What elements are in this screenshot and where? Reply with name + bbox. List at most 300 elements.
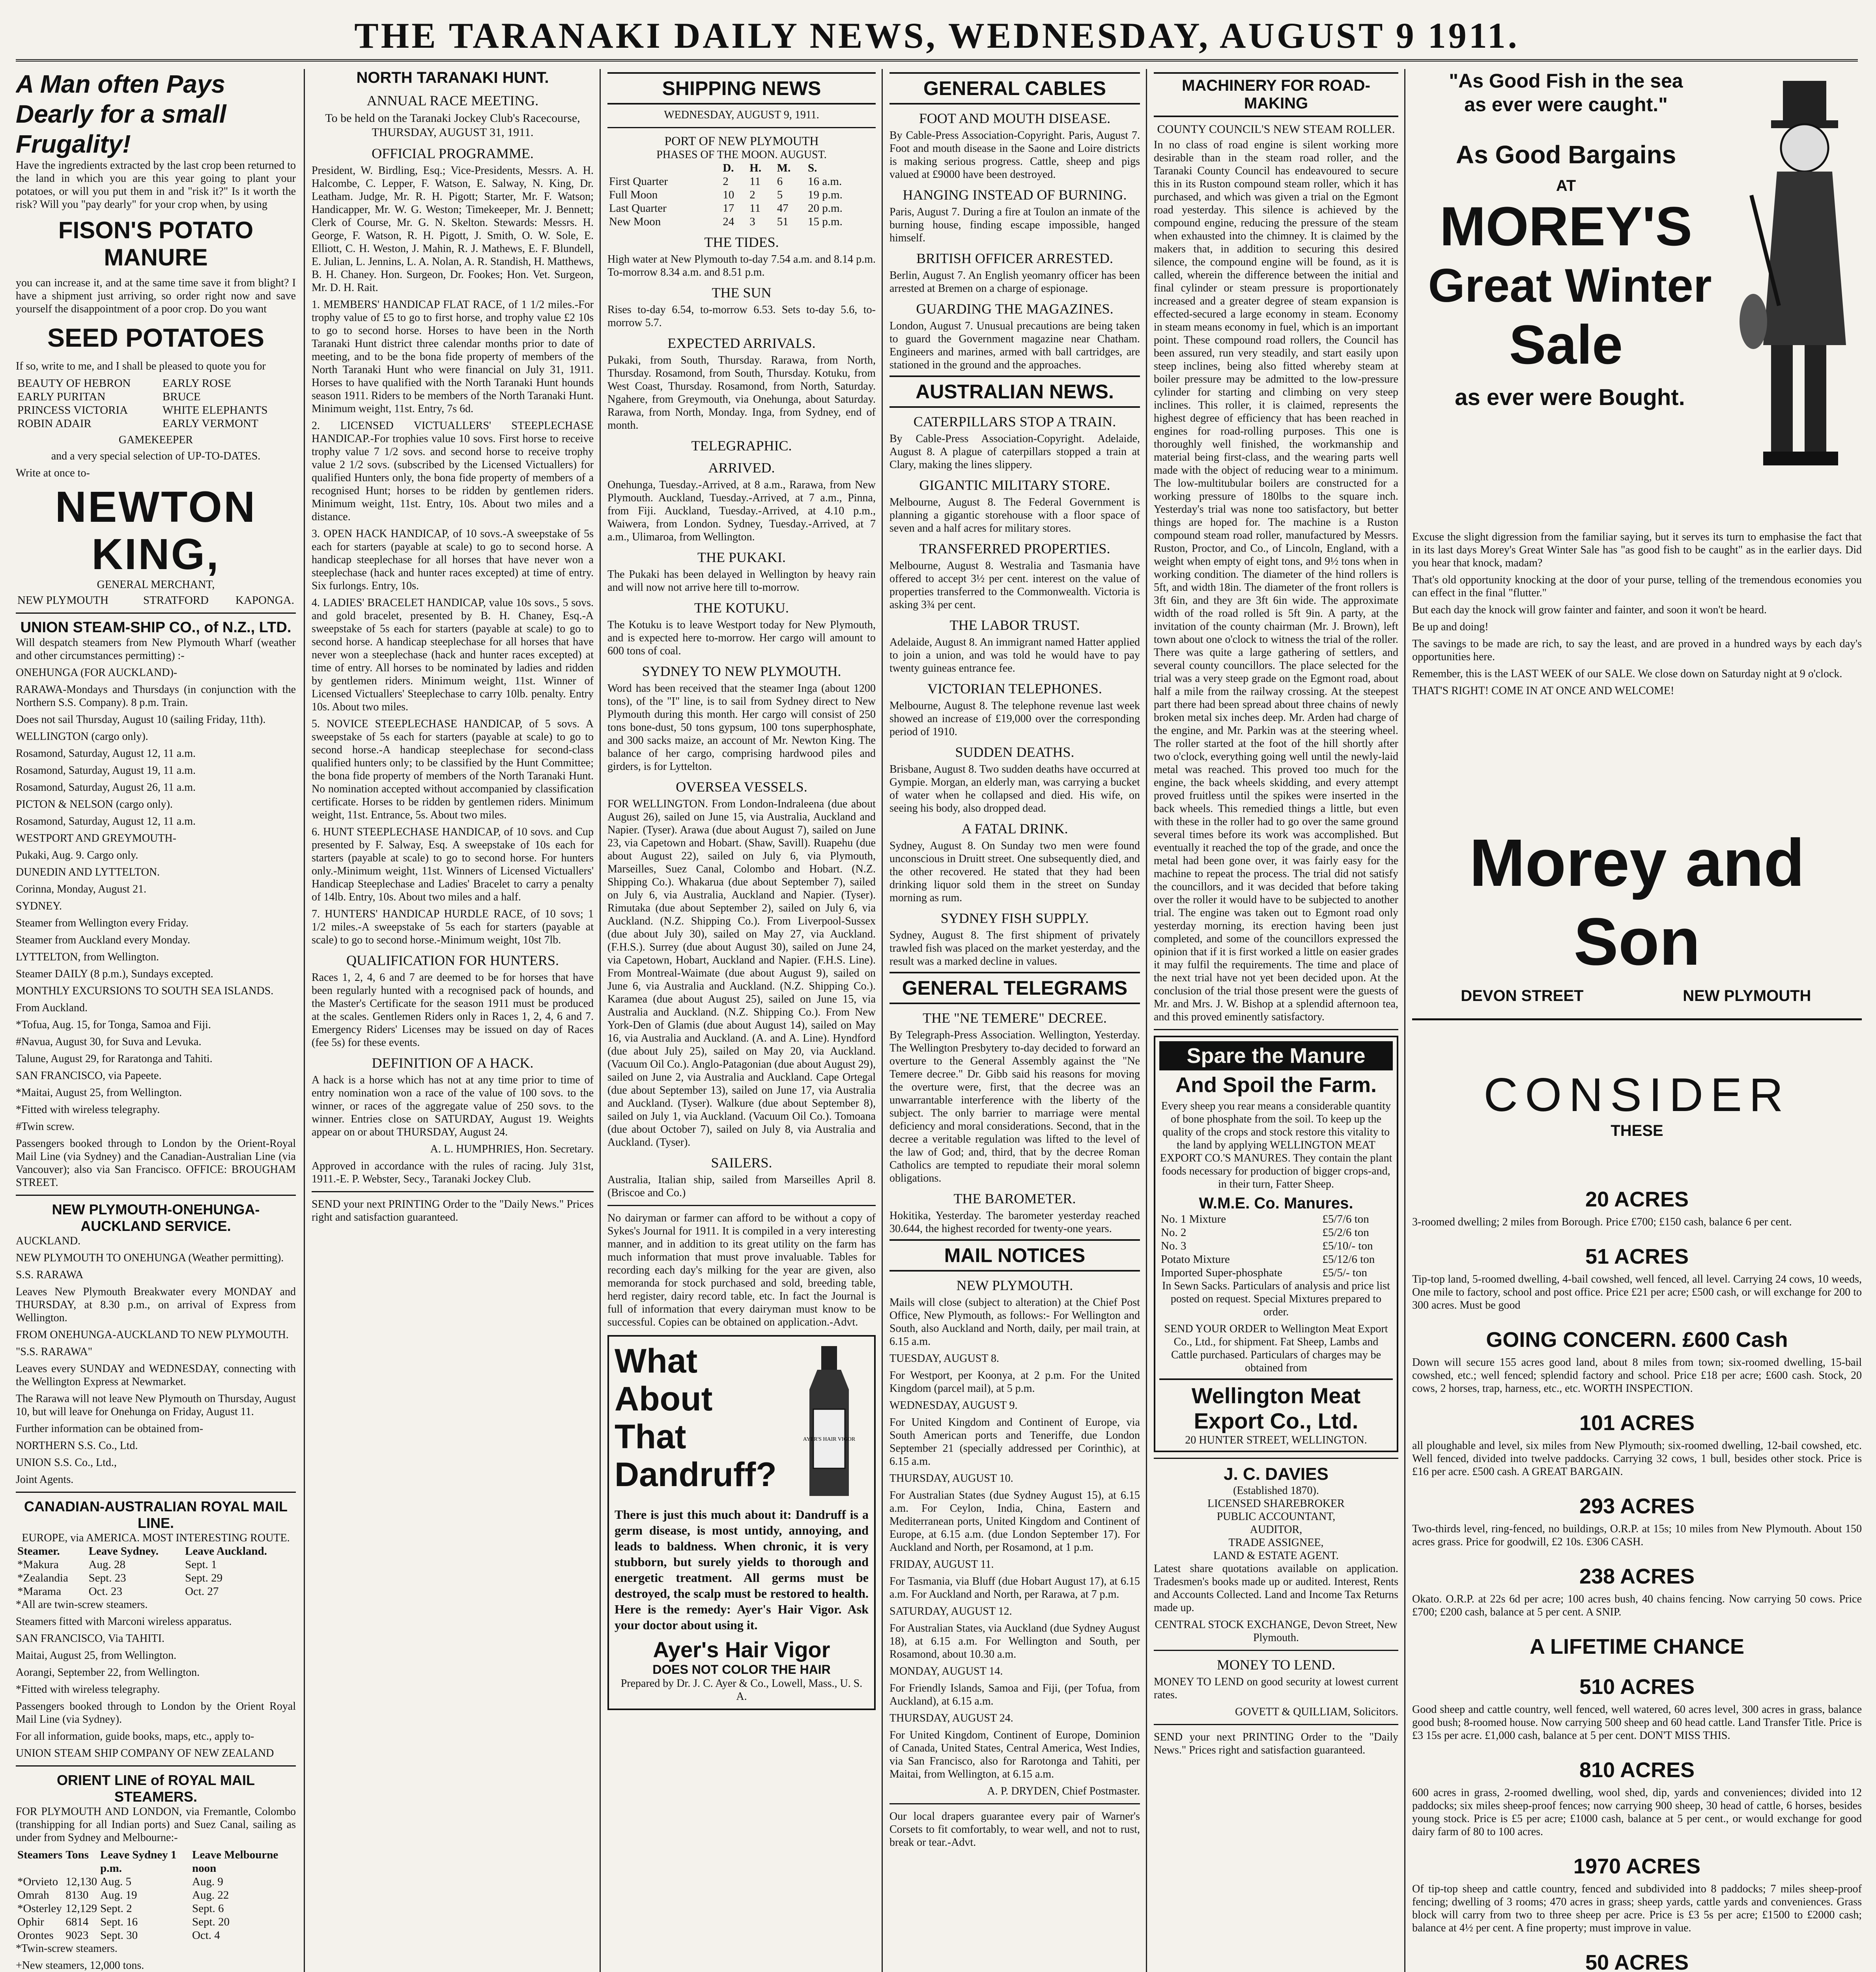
foot-text: By Cable-Press Association-Copyright. Paris, August 7. Foot and mouth disease in the Saone and Loire districts is making serious progress. Cattle, sheep and pigs valued at £9000 have been destroyed. bbox=[889, 129, 1140, 181]
race-list bbox=[312, 298, 594, 947]
sale-word: Sale bbox=[1509, 314, 1623, 375]
note-line: UNION STEAM SHIP COMPANY OF NEW ZEALAND bbox=[16, 1747, 274, 1759]
table-row bbox=[607, 202, 876, 215]
union-heading: UNION STEAM-SHIP CO., of N.Z., LTD. bbox=[20, 619, 291, 636]
foot-heading: FOOT AND MOUTH DISEASE. bbox=[919, 110, 1111, 126]
divider bbox=[1154, 1650, 1398, 1651]
newton-king: NEWTON KING, bbox=[55, 483, 257, 579]
hunt-program: OFFICIAL PROGRAMME. bbox=[372, 146, 534, 161]
divider bbox=[607, 127, 876, 128]
table-cell: 8130 bbox=[65, 1889, 89, 1901]
masthead: THE TARANAKI DAILY NEWS, WEDNESDAY, AUGUST 9 1911. bbox=[16, 12, 1858, 62]
divider bbox=[889, 1803, 1140, 1804]
newton-sub: GENERAL MERCHANT, bbox=[97, 579, 215, 591]
consider-heading: CONSIDER bbox=[1484, 1068, 1790, 1121]
table-cell: £5/5/- ton bbox=[1322, 1266, 1367, 1279]
bargains-at: AT bbox=[1556, 177, 1576, 194]
union-text: Will despatch steamers from New Plymouth Wharf (weather and other circumstances permitting) :- bbox=[16, 637, 296, 662]
table-cell: Aug. 19 bbox=[100, 1889, 137, 1901]
property-title: 293 ACRES bbox=[1579, 1494, 1695, 1518]
property-text: Two-thirds level, ring-fenced, no buildings, O.R.P. at 15s; 10 miles from New Plymouth. About 150 acres grass. Price for goodwill, £2 10s. £306 CASH. bbox=[1412, 1523, 1862, 1548]
morey-sale-advert bbox=[1412, 69, 1862, 530]
property-title: A LIFETIME CHANCE bbox=[1530, 1635, 1744, 1658]
sun-text: Rises to-day 6.54, to-morrow 6.53. Sets to-day 5.6, to-morrow 5.7. bbox=[607, 304, 876, 329]
column-5 bbox=[1154, 69, 1398, 1972]
divider bbox=[1412, 1018, 1862, 1020]
property-title: 101 ACRES bbox=[1579, 1411, 1695, 1435]
fish-quote-line1: "As Good Fish in the sea bbox=[1449, 70, 1683, 92]
table-cell: 3 bbox=[749, 215, 755, 228]
great-winter: Great Winter bbox=[1428, 259, 1712, 312]
table-cell: 5 bbox=[777, 189, 783, 201]
table-cell: £5/2/6 ton bbox=[1322, 1226, 1369, 1239]
note-line: For all information, guide books, maps, etc., apply to- bbox=[16, 1730, 254, 1742]
ayer-headline: About bbox=[615, 1380, 713, 1418]
manure-send: SEND YOUR ORDER to Wellington Meat Export Co., Ltd., for shipment. Fat Sheep, Lambs and Cattle purchased. Particulars of charges may be obtained from bbox=[1164, 1323, 1388, 1374]
property-title: GOING CONCERN. £600 Cash bbox=[1486, 1328, 1788, 1352]
variety: BEAUTY OF HEBRON bbox=[17, 377, 131, 390]
orient-notes bbox=[16, 1942, 296, 1972]
place: NEW PLYMOUTH bbox=[17, 594, 108, 607]
schedule-line: *Tofua, Aug. 15, for Tonga, Samoa and Fiji. bbox=[16, 1019, 211, 1031]
schedule-line: From Auckland. bbox=[16, 1002, 88, 1014]
morey-street: DEVON STREET bbox=[1461, 987, 1584, 1005]
mail-heading: MAIL NOTICES bbox=[889, 1239, 1140, 1272]
mail-line: For Tasmania, via Bluff (due Hobart August 17), at 6.15 a.m. For Auckland and North, per Rarawa, at 7 p.m. bbox=[889, 1575, 1140, 1600]
phones-heading: VICTORIAN TELEPHONES. bbox=[927, 681, 1102, 697]
schedule-line: Talune, August 29, for Raratonga and Tahiti. bbox=[16, 1053, 213, 1065]
shipping-heading: SHIPPING NEWS bbox=[607, 72, 876, 105]
race-entry: 4. LADIES' BRACELET HANDICAP, value 10s sovs., 5 sovs. and gold bracelet, presented by B. H. Chaney, Esq.-A sweepstake of 5s each for starters (payable at scale) to go to second horse. A handicap steeplechase for all horses that have never won a steeplechase (hack and hunter races excepted) at time of entry. All horses to be nominated by ladies and ridden by gentlemen riders. Minimum weight, 11st. Winner of Licensed Victuallers' Steeplechase to carry 10lb. penalty. Entry 10s. About two miles. bbox=[312, 597, 594, 713]
expected-text: Pukaki, from South, Thursday. Rarawa, from North, Thursday. Rosamond, from South, Thursday. Kotuku, from West Coast, Thursday. Rosamond, from North, Saturday. Ngahere, from Greymouth, via Onehunga, about Saturday. Rarawa, from North, Monday. Inga, from Sydney, end of month. bbox=[607, 354, 876, 431]
place: KAPONGA. bbox=[235, 594, 294, 607]
telegraphic-heading: TELEGRAPHIC. bbox=[691, 438, 792, 454]
property-text: 3-roomed dwelling; 2 miles from Borough. Price £700; £150 cash, balance 6 per cent. bbox=[1412, 1216, 1792, 1228]
mail-line: TUESDAY, AUGUST 8. bbox=[889, 1352, 999, 1365]
table-row bbox=[16, 1929, 296, 1942]
manure-price-table bbox=[1159, 1212, 1393, 1279]
fison-text: you can increase it, and at the same time save it from blight? I have a shipment just arriving, so order right now and save yourself the disappointment of a poor crop. Do you want bbox=[16, 277, 296, 315]
table-row bbox=[16, 1915, 296, 1929]
table-cell: Aug. 28 bbox=[88, 1558, 126, 1571]
schedule-line: WELLINGTON (cargo only). bbox=[16, 730, 148, 743]
arrived-text: Onehunga, Tuesday.-Arrived, at 8 a.m., Rarawa, from New Plymouth. Auckland, Tuesday.-Arrived, at 7 a.m., Pinna, from Fiji. Auckland, Tuesday.-Arrived, at 4.10 p.m., Waiwera, from London. Sydney, Tuesday.-Arrived, at 7 a.m., Ulimaroa, from Wellington. bbox=[607, 479, 876, 543]
schedule-line: DUNEDIN AND LYTTELTON. bbox=[16, 866, 160, 878]
magazines-heading: GUARDING THE MAGAZINES. bbox=[916, 301, 1114, 317]
store-heading: GIGANTIC MILITARY STORE. bbox=[919, 477, 1110, 493]
caterpillars-heading: CATERPILLARS STOP A TRAIN. bbox=[913, 414, 1116, 430]
property-text: 600 acres in grass, 2-roomed dwelling, wool shed, dip, yards and conveniences; divided into 12 paddocks; six miles sheep-proof fences; now carrying 900 sheep, 30 head of cattle, 6 horses, besides young stock. Price is £5 per acre; £1000 cash, balance at 5 per cent., or would exchange for good dairy farm of 80 to 100 acres. bbox=[1412, 1787, 1862, 1838]
schedule-line: SYDNEY. bbox=[16, 900, 62, 912]
column-3 bbox=[607, 69, 876, 1972]
note-line: *Twin-screw steamers. bbox=[16, 1942, 118, 1955]
corsets-note: Our local drapers guarantee every pair of Warner's Corsets to fit comfortably, to wear well, and not to rust, break or tear.-Advt. bbox=[889, 1810, 1140, 1849]
fatal-text: Sydney, August 8. On Sunday two men were found unconscious in Druitt street. One subsequently died, and the other recovered. He stated that they had been drinking liquor sold them in the street on Sunday morning as rum. bbox=[889, 840, 1140, 904]
column-rule bbox=[600, 69, 601, 1972]
fison-heading: FISON'S POTATO MANURE bbox=[58, 217, 254, 271]
shipping-date: WEDNESDAY, AUGUST 9, 1911. bbox=[664, 109, 819, 121]
moon-heading: PHASES OF THE MOON. AUGUST. bbox=[656, 149, 827, 161]
table-cell: Oct. 23 bbox=[88, 1585, 122, 1598]
schedule-line: AUCKLAND. bbox=[16, 1235, 81, 1247]
table-cell: 19 p.m. bbox=[808, 189, 843, 201]
pukaki-heading: THE PUKAKI. bbox=[697, 549, 786, 565]
ayer-maker: Prepared by Dr. J. C. Ayer & Co., Lowell, Mass., U. S. A. bbox=[620, 1677, 863, 1703]
table-header-cell bbox=[607, 161, 721, 175]
column-2 bbox=[312, 69, 594, 1972]
kotuku-text: The Kotuku is to leave Westport today for New Plymouth, and is expected here to-morrow. Her cargo will amount to 600 tons of coal. bbox=[607, 619, 876, 657]
ayer-headline: Dandruff? bbox=[615, 1456, 777, 1494]
mail-line: For United Kingdom and Continent of Europe, via South American ports and Teneriffe, due London September 21 (specially addressed per Corinthic), at 6.15 a.m. bbox=[889, 1416, 1140, 1468]
australian-heading: AUSTRALIAN NEWS. bbox=[889, 375, 1140, 408]
ayer-headline: What bbox=[615, 1342, 698, 1380]
note-line: Steamers fitted with Marconi wireless apparatus. bbox=[16, 1615, 232, 1628]
manure-headline: Spare the Manure bbox=[1159, 1041, 1393, 1070]
davies-established: (Established 1870). bbox=[1233, 1485, 1319, 1497]
manure-name: W.M.E. Co. Manures. bbox=[1199, 1195, 1353, 1212]
schedule-line: NEW PLYMOUTH TO ONEHUNGA (Weather permitting). bbox=[16, 1252, 284, 1264]
table-cell: 6814 bbox=[65, 1916, 89, 1928]
column-1 bbox=[16, 69, 296, 1972]
table-cell: 47 bbox=[777, 202, 789, 215]
table-cell: 11 bbox=[749, 202, 761, 215]
table-header-cell: D. bbox=[723, 162, 734, 174]
qualification-heading: QUALIFICATION FOR HUNTERS. bbox=[346, 952, 559, 968]
note-line: +New steamers, 12,000 tons. bbox=[16, 1959, 144, 1972]
schedule-line: Leaves New Plymouth Breakwater every MONDAY and THURSDAY, at 8.30 p.m., on arrival of Express from Wellington. bbox=[16, 1286, 296, 1324]
mail-line: SATURDAY, AUGUST 12. bbox=[889, 1605, 1012, 1617]
barometer-heading: THE BAROMETER. bbox=[953, 1191, 1076, 1206]
property-text: all ploughable and level, six miles from New Plymouth; six-roomed dwelling, 12-bail cowshed, etc. Well fenced, divided into twelve paddocks. Carrying 32 cows, 1 bull, besides other stock. Price is £16 per acre. £500 cash. A GREAT BARGAIN. bbox=[1412, 1440, 1862, 1478]
sykes-journal-note: No dairyman or farmer can afford to be without a copy of Sykes's Journal for 1911. It is compiled in a very interesting manner, and in addition to its great utility on the farm has much information that must prove invaluable. Tables for recording each day's milking for the year are given, also memoranda for stock purchased and sold, breeding table, herd register, dairy record table, etc. In fact the Journal is full of information that every dairyman must know to be successful. Copies can be obtained on application.-Advt. bbox=[607, 1212, 876, 1328]
note-line: SAN FRANCISCO, Via TAHITI. bbox=[16, 1632, 164, 1645]
table-row bbox=[16, 1902, 296, 1915]
hanging-heading: HANGING INSTEAD OF BURNING. bbox=[902, 187, 1127, 203]
note-line: Maitai, August 25, from Wellington. bbox=[16, 1649, 177, 1662]
ayer-text: There is just this much about it: Dandruff is a germ disease, is most untidy, annoying, and leads to baldness. When chronic, it is very stubborn, but surely yields to thorough and energetic treatment. All germs must be destroyed, the scalp must be restored to health. Here is the remedy: Ayer's Hair Vigor. Ask your doctor about using it. bbox=[615, 1507, 869, 1632]
oversea-text: FOR WELLINGTON. From London-Indraleena (due about August 26), sailed on June 15, via Australia, Auckland and Napier. (Tyser). Arawa (due about August 7), sailed on June 23, via Capetown and Hobart. (Shaw, Savill). Ruapehu (due about August 22), sailed on July 6, via Plymouth, Marseilles, Suez Canal, Colombo and Hobart. (N.Z. Shipping Co.). Whakarua (due about September 7), sailed on July 6, via Australia, Auckland and Napier. (Tyser). Rimutaka (due about September 2), sailed on July 6, via Auckland. (N.Z. Shipping Co.). From Liverpool-Sussex (due about July 30), sailed on May 27, via Auckland. (F.H.S.). Surrey (due about August 30), sailed on June 24, via Capetown, Hobart, Auckland and Napier. (F.H.S. Line). From Montreal-Waimate (due about August 9), sailed on June 6, via Australia and Auckland. (N.Z. Shipping Co.). Karamea (due about August 25), sailed on June 15, via Australia and Auckland. (N.Z. Shipping Co.). From New York-Den of Glamis (due about August 14), sailed on May 16, via Australia and Auckland. (A. and A. Line). Hyndford (due about July 25), sailed on May 20, via Auckland. (Vacuum Oil Co.). Anglo-Patagonian (due about August 29), sailed on June 2, via Australia and Auckland. Cape Ortegal (due about September 13), sailed on June 17, via Australia and Auckland. (Tyser). Walkure (due about September 8), sailed on July 1, via Auckland. (Vacuum Oil Co.). Tomoana (due about October 7), sailed on July 8, via Australia and Auckland. (Tyser). bbox=[607, 798, 876, 1148]
sudden-heading: SUDDEN DEATHS. bbox=[955, 744, 1074, 760]
note-line: Aorangi, September 22, from Wellington. bbox=[16, 1666, 200, 1679]
variety: EARLY ROSE bbox=[162, 377, 231, 390]
table-row bbox=[1159, 1266, 1393, 1279]
race-entry: 6. HUNT STEEPLECHASE HANDICAP, of 10 sovs. and Cup presented by F. Salway, Esq. A sweepstake of 10s each for starters (payable at scale) to go to second horse. For hunters only.-Minimum weight, 11st. Winners of Licensed Victuallers' Handicap Steeplechase and Ladies' Bracelet to carry a penalty of 14lb. Entry, 10s. About two miles and a half. bbox=[312, 826, 594, 903]
temere-heading: THE "NE TEMERE" DECREE. bbox=[923, 1010, 1107, 1026]
race-entry: 5. NOVICE STEEPLECHASE HANDICAP, of 5 sovs. A sweepstake of 5s each for starters (payable at scale) to go to second horse.-A handicap steeplechase for second-class qualified hunters only; to be classified by the Hunt Committee; the bona fide property of members of the North Taranaki Hunt. No nomination accepted without accompanied by classification certificate. Horses to be ridden by gentlemen riders. Minimum weight, 11st. Entrance, 5s. About two miles. bbox=[312, 718, 594, 821]
schedule-line: #Navua, August 30, for Suva and Levuka. bbox=[16, 1036, 202, 1048]
labour-heading: THE LABOR TRUST. bbox=[949, 617, 1080, 633]
variety: WHITE ELEPHANTS bbox=[162, 404, 268, 416]
qualification-text: Races 1, 2, 4, 6 and 7 are deemed to be for horses that have been regularly hunted with a recognised pack of hounds, and the Master's Certificate for the season 1911 must be produced at the scales. Gentlemen Riders only in Races 1, 2, 4, 6 and 7. Emergency Riders' Licenses may be issued on day of Races (fee 5s) for these events. bbox=[312, 971, 594, 1049]
officer-text: Berlin, August 7. An English yeomanry officer has been arrested at Bremen on a charge of espionage. bbox=[889, 269, 1140, 295]
schedule-line: #Twin screw. bbox=[16, 1120, 75, 1133]
table-cell: £5/7/6 ton bbox=[1322, 1213, 1369, 1225]
property-text: Of tip-top sheep and cattle country, fenced and subdivided into 8 paddocks; 7 miles sheep-proof fencing; dwelling of 3 rooms; 470 acres in grass; sheep yards, cattle yards and conveniences. Grass block will carry from two to three sheep per acre. Price is £3 5s per acre; £1500 to £2000 cash; balance at 4½ per cent. A fine property; must improve in value. bbox=[1412, 1883, 1862, 1934]
table-cell: *Zealandia bbox=[17, 1572, 68, 1584]
telegrams-heading: GENERAL TELEGRAMS bbox=[889, 972, 1140, 1004]
these-heading: THESE bbox=[1611, 1122, 1663, 1139]
sudden-text: Brisbane, August 8. Two sudden deaths have occurred at Gympie. Morgan, an elderly man, was carrying a bucket of water when he collapsed and died. His wife, on seeing his body, also dropped dead. bbox=[889, 763, 1140, 814]
manure-text: Every sheep you rear means a considerable quantity of bone phosphate from the soil. To keep up the quality of the crops and stock restore this vitality to the land by applying WELLINGTON MEAT EXPORT CO.'S MANURES. They contain the plant foods necessary for production of bigger crops-and, in their turn, Fatter Sheep. bbox=[1160, 1100, 1392, 1190]
table-cell: Aug. 5 bbox=[100, 1875, 132, 1888]
table-cell: 2 bbox=[749, 189, 755, 201]
table-cell: Sept. 30 bbox=[100, 1929, 138, 1942]
davies-title-line: PUBLIC ACCOUNTANT, bbox=[1216, 1511, 1336, 1523]
morey-last-week: Remember, this is the LAST WEEK of our SALE. We close down on Saturday night at 9 o'clock. bbox=[1412, 668, 1842, 680]
wme-name: Wellington Meat Export Co., Ltd. bbox=[1159, 1378, 1393, 1434]
potato-varieties bbox=[16, 377, 296, 430]
union-booking: Passengers booked through to London by the Orient-Royal Mail Line (via Sydney) and the Canadian-Australian Line (via Vancouver); also via San Francisco. OFFICE: BROUGHAM STREET. bbox=[16, 1137, 296, 1189]
property-title: 510 ACRES bbox=[1579, 1675, 1695, 1699]
column-rule bbox=[304, 69, 305, 1972]
schedule-line: The Rarawa will not leave New Plymouth on Thursday, August 10, but will leave for Onehunga on Friday, August 11. bbox=[16, 1393, 296, 1418]
divider bbox=[312, 1191, 594, 1192]
table-cell: Sept. 1 bbox=[185, 1558, 217, 1571]
temere-text: By Telegraph-Press Association. Wellington, Yesterday. The Wellington Presbytery to-day decided to forward an overture to the General Assembly against the "Ne Temere decree." Dr. Gibb said his reasons for moving the overture were, first, that the decree was an unwarrantable interference with the liberty of the subject. The only barrier to marriage were mental deficiency and moral considerations. Second, that in the decree a veritable regulation was lifted to the level of the law of God; and, third, that by the decree Roman Catholics are tempted to repudiate their moral solemn obligations. bbox=[889, 1029, 1140, 1184]
mail-line: For Australian States, via Auckland (due Sydney August 18), at 6.15 a.m. For Wellington and South, per Rosamond, about 10.30 a.m. bbox=[889, 1622, 1140, 1660]
table-cell: Ophir bbox=[17, 1916, 44, 1928]
mail-line: For United Kingdom, Continent of Europe, Dominion of Canada, United States, Central America, West Indies, via San Francisco, also for Rarotonga and Tahiti, per Maitai, from Wellington, at 6.15 a.m. bbox=[889, 1729, 1140, 1780]
money-text: MONEY TO LEND on good security at lowest current rates. bbox=[1154, 1676, 1398, 1701]
definition-heading: DEFINITION OF A HACK. bbox=[372, 1055, 534, 1071]
property-text: Down will secure 155 acres good land, about 8 miles from town; six-roomed dwelling, 15-bail cowshed, etc.; well fenced; splendid factory and school. Price £18 per acre; £600 cash. Stock, 20 cows, 2 horses, trap, harness, etc., etc. WORTH INSPECTION. bbox=[1412, 1356, 1862, 1395]
note-line: *Fitted with wireless telegraphy. bbox=[16, 1683, 160, 1696]
table-cell: 9023 bbox=[65, 1929, 89, 1942]
table-cell: 12,129 bbox=[65, 1902, 97, 1915]
morey-knock: But each day the knock will grow fainter and fainter, and soon it won't be heard. bbox=[1412, 604, 1767, 616]
davies-text: Latest share quotations available on application. Tradesmen's books made up or audited. Interest, Rents and Accounts Collected. Land and Income Tax Returns made up. bbox=[1154, 1563, 1398, 1614]
divider bbox=[1154, 1029, 1398, 1030]
schedule-line: Joint Agents. bbox=[16, 1473, 74, 1486]
schedule-line: ONEHUNGA (FOR AUCKLAND)- bbox=[16, 667, 178, 679]
column-rule bbox=[1146, 69, 1147, 1972]
schedule-line: LYTTELTON, from Wellington. bbox=[16, 951, 159, 963]
property-title: 20 ACRES bbox=[1585, 1188, 1689, 1211]
table-cell: *Marama bbox=[17, 1585, 62, 1598]
schedule-line: RARAWA-Mondays and Thursdays (in conjunction with the Northern S.S. Company). 8 p.m. Train. bbox=[16, 683, 296, 709]
hanging-text: Paris, August 7. During a fire at Toulon an inmate of the burning house, finding escape impossible, hanged himself. bbox=[889, 206, 1140, 244]
table-row bbox=[1159, 1226, 1393, 1239]
property-text: Good sheep and cattle country, well fenced, well watered, 60 acres level, 300 acres in grass, balance good bush; 8-roomed house. Now carrying 500 sheep and 60 head cattle. Land Transfer Title. Price is £3 15s per acre. £1,000 cash, balance at 5 per cent. DON'T MISS THIS. bbox=[1412, 1703, 1862, 1742]
schedule-line: Rosamond, Saturday, August 12, 11 a.m. bbox=[16, 747, 196, 760]
morey-town: NEW PLYMOUTH bbox=[1683, 987, 1811, 1005]
property-title: 51 ACRES bbox=[1585, 1245, 1689, 1268]
table-row bbox=[1159, 1239, 1393, 1253]
canadian-table bbox=[16, 1544, 296, 1598]
table-cell: 2 bbox=[723, 175, 729, 188]
schedule-line: Further information can be obtained from- bbox=[16, 1423, 204, 1435]
table-cell: 12,130 bbox=[65, 1875, 97, 1888]
transferred-heading: TRANSFERRED PROPERTIES. bbox=[919, 541, 1110, 556]
mail-schedule bbox=[889, 1352, 1140, 1781]
arrived-heading: ARRIVED. bbox=[708, 460, 775, 476]
column-rule bbox=[882, 69, 883, 1972]
table-cell: Imported Super-phosphate bbox=[1161, 1266, 1282, 1279]
mail-line: MONDAY, AUGUST 14. bbox=[889, 1665, 1003, 1677]
sydney-heading: SYDNEY TO NEW PLYMOUTH. bbox=[642, 663, 841, 679]
union-schedule bbox=[16, 666, 296, 1133]
orient-text: FOR PLYMOUTH AND LONDON, via Fremantle, Colombo (transhipping for all Indian ports) and Suez Canal, sailing as under from Sydney and Melbourne:- bbox=[16, 1806, 296, 1844]
table-cell: No. 3 bbox=[1161, 1240, 1187, 1252]
cables-heading: GENERAL CABLES bbox=[889, 72, 1140, 105]
sun-heading: THE SUN bbox=[712, 285, 772, 301]
variety: EARLY PURITAN bbox=[17, 390, 106, 403]
np-onehunga-heading: NEW PLYMOUTH-ONEHUNGA-AUCKLAND SERVICE. bbox=[52, 1201, 260, 1234]
table-cell: 24 bbox=[723, 215, 734, 228]
oversea-heading: OVERSEA VESSELS. bbox=[676, 779, 807, 795]
property-title: 50 ACRES bbox=[1585, 1951, 1689, 1972]
sailers-text: Australia, Italian ship, sailed from Marseilles April 8. (Briscoe and Co.) bbox=[607, 1174, 876, 1199]
fatal-heading: A FATAL DRINK. bbox=[961, 821, 1068, 837]
newton-places bbox=[16, 594, 296, 607]
schedule-line: *Maitai, August 25, from Wellington. bbox=[16, 1087, 182, 1099]
mail-line: WEDNESDAY, AUGUST 9. bbox=[889, 1399, 1018, 1412]
column-rule bbox=[1404, 69, 1405, 1972]
table-row bbox=[16, 1571, 296, 1585]
expected-heading: EXPECTED ARRIVALS. bbox=[667, 335, 816, 351]
roadmaking-heading: MACHINERY FOR ROAD-MAKING bbox=[1154, 72, 1398, 117]
table-cell: Sept. 23 bbox=[88, 1572, 126, 1584]
property-text: Okato. O.R.P. at 22s 6d per acre; 100 acres bush, 40 chains fencing. Now carrying 50 cows. Price £700; £200 cash, balance at 5 per cent. A SNIP. bbox=[1412, 1593, 1862, 1618]
table-cell: No. 1 Mixture bbox=[1161, 1213, 1226, 1225]
race-entry: 3. OPEN HACK HANDICAP, of 10 sovs.-A sweepstake of 5s each for starters (payable at scale) to go to second horse. A handicap steeplechase for all horses that have never won a steeplechase (hack and hunter races excepted) at time of entry. Six furlongs. Entry, 10s. bbox=[312, 528, 594, 592]
schedule-line: Rosamond, Saturday, August 19, 11 a.m. bbox=[16, 764, 196, 777]
schedule-line: Steamer from Auckland every Monday. bbox=[16, 934, 191, 946]
stock-exchange: CENTRAL STOCK EXCHANGE, Devon Street, New Plymouth. bbox=[1155, 1619, 1398, 1644]
pukaki-text: The Pukaki has been delayed in Wellington by heavy rain and will now not arrive here till to-morrow. bbox=[607, 568, 876, 594]
table-row bbox=[1159, 1253, 1393, 1266]
property-text: Tip-top land, 5-roomed dwelling, 4-bail cowshed, well fenced, all level. Carrying 24 cows, 10 weeds, One mile to factory, school and post office. Price £21 per acre; £500 cash, or will exchange for 200 to 300 acres. Must be good bbox=[1412, 1273, 1862, 1311]
table-header-cell: Steamer. bbox=[17, 1545, 60, 1557]
printing-notice: SEND your next PRINTING Order to the "Daily News." Prices right and satisfaction guaranteed. bbox=[1154, 1731, 1398, 1756]
schedule-line: "S.S. RARAWA" bbox=[16, 1346, 93, 1358]
sydney-text: Word has been received that the steamer Inga (about 1200 tons), of the "I" line, is to sail from Sydney direct to New Plymouth during this month. Her cargo will consist of 250 tons bone-dust, 50 tons gypsum, 100 tons superphosphate, and 300 sacks maize, an account of Mr. Newton King. The balance of her cargo, comprising hardwood piles and girders, is for Lyttelton. bbox=[607, 682, 876, 773]
table-header-cell: Leave Auckland. bbox=[185, 1545, 267, 1557]
orient-table bbox=[16, 1848, 296, 1942]
moon-table bbox=[607, 161, 876, 228]
table-header-cell: Leave Sydney. bbox=[88, 1545, 159, 1557]
table-cell: £5/12/6 ton bbox=[1322, 1253, 1375, 1266]
davies-name: J. C. DAVIES bbox=[1224, 1464, 1329, 1484]
table-cell: 6 bbox=[777, 175, 783, 188]
table-row bbox=[16, 1558, 296, 1571]
divider bbox=[607, 1205, 876, 1206]
schedule-line: Steamer from Wellington every Friday. bbox=[16, 917, 189, 929]
schedule-line: NORTHERN S.S. Co., Ltd. bbox=[16, 1440, 138, 1452]
variety: ROBIN ADAIR bbox=[17, 417, 92, 430]
table-header-cell: M. bbox=[777, 162, 791, 174]
frugality-headline: A Man often Pays Dearly for a small Frugality! bbox=[16, 70, 226, 158]
table-cell: Sept. 20 bbox=[192, 1916, 230, 1928]
fisherman-illustration-icon bbox=[1736, 69, 1854, 483]
schedule-line: Corinna, Monday, August 21. bbox=[16, 883, 147, 895]
table-cell: Omrah bbox=[17, 1889, 49, 1901]
davies-title-line: LAND & ESTATE AGENT. bbox=[1213, 1550, 1339, 1562]
table-cell: Oct. 4 bbox=[192, 1929, 220, 1942]
schedule-line: Rosamond, Saturday, August 26, 11 a.m. bbox=[16, 781, 196, 794]
table-cell: First Quarter bbox=[609, 175, 668, 188]
property-listings bbox=[1412, 1187, 1862, 1972]
mail-line: For Westport, per Koonya, at 2 p.m. For the United Kingdom (parcel mail), at 5 p.m. bbox=[889, 1369, 1140, 1395]
postmaster-signature: A. P. DRYDEN, Chief Postmaster. bbox=[987, 1785, 1140, 1797]
schedule-line: Steamer DAILY (8 p.m.), Sundays excepted. bbox=[16, 968, 213, 980]
hair-vigor-bottle-icon bbox=[790, 1342, 869, 1502]
canadian-sub: EUROPE, via AMERICA. MOST INTERESTING ROUTE. bbox=[22, 1532, 290, 1544]
table-cell: 17 bbox=[723, 202, 734, 215]
table-row bbox=[607, 175, 876, 188]
roadmaking-sub: COUNTY COUNCIL'S NEW STEAM ROLLER. bbox=[1157, 123, 1395, 136]
kotuku-heading: THE KOTUKU. bbox=[694, 600, 789, 616]
table-cell: 20 p.m. bbox=[808, 202, 843, 215]
gamekeeper: GAMEKEEPER bbox=[118, 434, 193, 446]
morey-be-up: Be up and doing! bbox=[1412, 621, 1489, 633]
schedule-line: SAN FRANCISCO, via Papeete. bbox=[16, 1070, 162, 1082]
manure-bags: In Sewn Sacks. Particulars of analysis and price list posted on request. Special Mixtures prepared to order. bbox=[1162, 1280, 1390, 1318]
race-entry: 2. LICENSED VICTUALLERS' STEEPLECHASE HANDICAP.-For trophies value 10 sovs. First horse to receive trophy value 7 1/2 sovs. and second horse to receive trophy value 2 1/2 sovs. (subscribed by the Licensed Victuallers) for qualified Hunters only, the bona fide property of members of a recognised Hunt; horses to be ridden by gentlemen riders. Minimum weight, 11st. Entry, 10s. About two miles and a distance. bbox=[312, 420, 594, 523]
schedule-line: PICTON & NELSON (cargo only). bbox=[16, 798, 173, 810]
table-cell: Oct. 27 bbox=[185, 1585, 219, 1598]
table-cell: Sept. 16 bbox=[100, 1916, 138, 1928]
schedule-line: UNION S.S. Co., Ltd., bbox=[16, 1457, 117, 1469]
schedule-line: Does not sail Thursday, August 10 (sailing Friday, 11th). bbox=[16, 713, 266, 726]
money-heading: MONEY TO LEND. bbox=[1216, 1657, 1336, 1673]
table-cell: 10 bbox=[723, 189, 734, 201]
store-text: Melbourne, August 8. The Federal Government is planning a gigantic storehouse with a floor space of seven and a half acres for military stores. bbox=[889, 496, 1140, 534]
port-heading: PORT OF NEW PLYMOUTH bbox=[664, 134, 819, 148]
manure-subheadline: And Spoil the Farm. bbox=[1175, 1073, 1377, 1097]
schedule-line: Rosamond, Saturday, August 12, 11 a.m. bbox=[16, 815, 196, 827]
table-cell: 15 p.m. bbox=[808, 215, 843, 228]
table-cell: Sept. 2 bbox=[100, 1902, 132, 1915]
table-cell: *Makura bbox=[17, 1558, 59, 1571]
race-entry: 1. MEMBERS' HANDICAP FLAT RACE, of 1 1/2 miles.-For trophy value of £5 to go to first horse, and trophy value £2 10s to go to second horse. Horses to have been in the North Taranaki Hunt district three calendar months prior to date of meeting, and to be the bona fide property of members of the North Taranaki Hunt who were financial on July 31, 1911. Horses to have qualified with the North Taranaki Hunt hounds season 1911. Riders to be members of the North Taranaki Hunt. Minimum weight, 11st. Entry, 7s 6d. bbox=[312, 299, 594, 415]
divider bbox=[16, 1195, 296, 1196]
printing-notice: SEND your next PRINTING Order to the "Daily News." Prices right and satisfaction guaranteed. bbox=[312, 1198, 594, 1223]
hunt-officials: President, W. Birdling, Esq.; Vice-Presidents, Messrs. A. H. Halcombe, C. Lepper, F. Watson, E. Salway, N. King, Dr. Leatham. Judge, Mr. R. H. Pigott; Starter, Mr. F. Watson; Handicapper, Mr. W. G. Weston; Timekeeper, Mr. J. Bennett; Clerk of Course, Mr. G. N. Skelton. Stewards: Messrs. H. George, F. Watson, R. H. Pigott, J. Smith, O. W. Sole, E. Elliott, C. H. Weston, J. Mahin, R. J. Mathews, E. F. Blundell, E. Julian, L. Jennins, L. A. Nolan, A. R. Standish, H. Matthews, B. H. Chaney. Hon. Surgeon, Dr. Fookes; Hon. Vet. Surgeon, Mr. D. H. Rait. bbox=[312, 164, 594, 294]
fish-heading: SYDNEY FISH SUPPLY. bbox=[940, 910, 1089, 926]
seed-heading: SEED POTATOES bbox=[47, 323, 265, 352]
table-row bbox=[607, 215, 876, 228]
column-4 bbox=[889, 69, 1140, 1972]
table-cell: 16 a.m. bbox=[808, 175, 842, 188]
table-cell: 11 bbox=[749, 175, 761, 188]
fish-text: Sydney, August 8. The first shipment of privately trawled fish was placed on the market yesterday, and the result was a marked decline in values. bbox=[889, 929, 1140, 967]
magazines-text: London, August 7. Unusual precautions are being taken to guard the Government magazine near Chatham. Engineers and marines, armed with ball cartridges, are stationed in the ground and the approaches. bbox=[889, 320, 1140, 371]
table-cell: 51 bbox=[777, 215, 789, 228]
place: STRATFORD bbox=[143, 594, 209, 607]
bottle-label: AYER'S HAIR VIGOR bbox=[803, 1436, 856, 1442]
table-cell: New Moon bbox=[609, 215, 661, 228]
mail-line: For Friendly Islands, Samoa and Fiji, (per Tofua, from Auckland), at 6.15 a.m. bbox=[889, 1682, 1140, 1707]
mail-text: Mails will close (subject to alteration) at the Chief Post Office, New Plymouth, as follows:- For Wellington and South, also Auckland and North, daily, per mail train, at 6.15 a.m. bbox=[889, 1296, 1140, 1348]
property-title: 1970 ACRES bbox=[1573, 1854, 1701, 1878]
table-cell: £5/10/- ton bbox=[1322, 1240, 1373, 1252]
race-entry: 7. HUNTERS' HANDICAP HURDLE RACE, of 10 sovs; 1 1/2 miles.-A sweepstake of 5s each for starters (payable at scale) to go to second horse.-Minimum weight, 10st 7lb. bbox=[312, 908, 594, 946]
table-row bbox=[1159, 1212, 1393, 1226]
morey-opportunity: That's old opportunity knocking at the door of your purse, telling of the tremendous economies you can effect in the final "flutter." bbox=[1412, 574, 1862, 599]
hunt-text: To be held on the Taranaki Jockey Club's Racecourse, THURSDAY, AUGUST 31, 1911. bbox=[325, 112, 580, 139]
hunt-sub: ANNUAL RACE MEETING. bbox=[366, 93, 539, 108]
schedule-line: MONTHLY EXCURSIONS TO SOUTH SEA ISLANDS. bbox=[16, 985, 274, 997]
morey-thats-right: THAT'S RIGHT! COME IN AT ONCE AND WELCOME! bbox=[1412, 685, 1674, 697]
money-signature: GOVETT & QUILLIAM, Solicitors. bbox=[1235, 1706, 1398, 1718]
note-line: *All are twin-screw steamers. bbox=[16, 1599, 148, 1611]
orient-heading: ORIENT LINE of ROYAL MAIL STEAMERS. bbox=[56, 1772, 255, 1805]
mail-line: FRIDAY, AUGUST 11. bbox=[889, 1558, 994, 1571]
divider bbox=[16, 613, 296, 614]
ayer-headline: That bbox=[615, 1418, 686, 1456]
mail-place: NEW PLYMOUTH. bbox=[956, 1277, 1073, 1293]
